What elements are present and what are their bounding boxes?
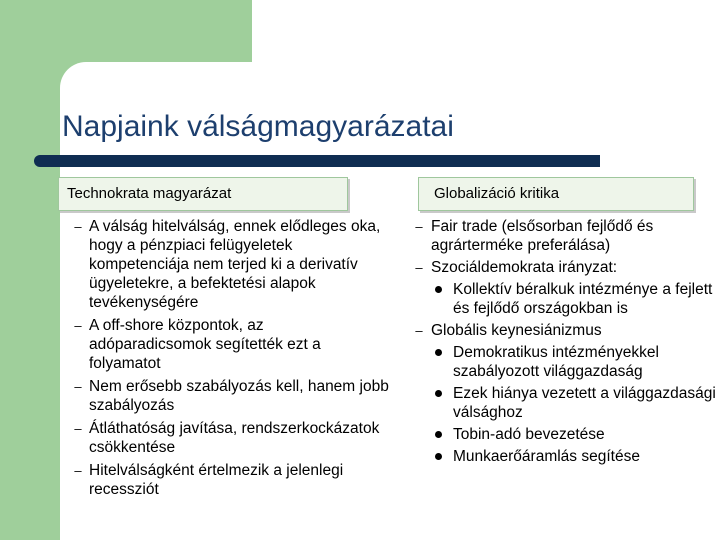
dash-bullet-icon: – (415, 219, 423, 234)
list-item (413, 321, 717, 340)
dot-bullet-icon (435, 431, 442, 438)
list-item (413, 217, 717, 255)
dash-bullet-icon: – (74, 463, 82, 478)
dash-bullet-icon: – (74, 318, 82, 333)
list-item-text: Munkaerőáramlás segítése (453, 448, 640, 465)
sub-list-item (413, 447, 717, 466)
list-item (72, 461, 390, 499)
list-item (72, 419, 390, 457)
list-item-text: Nem erősebb szabályozás kell, hanem jobb szabályozás (89, 378, 389, 414)
dash-bullet-icon: – (74, 379, 82, 394)
list-item (72, 316, 390, 373)
list-item-text: Hitelválságként értelmezik a jelenlegi recessziót (89, 462, 344, 498)
dot-bullet-icon (435, 349, 442, 356)
dot-bullet-icon (435, 453, 442, 460)
technokrata-list (72, 217, 390, 503)
list-item (413, 258, 717, 277)
list-item-text: Globális keynesiánizmus (431, 322, 602, 339)
dash-bullet-icon: – (74, 219, 82, 234)
title-divider (60, 155, 600, 167)
sub-list-item (413, 384, 717, 422)
sub-list-item (413, 280, 717, 318)
list-item (72, 377, 390, 415)
dash-bullet-icon: – (415, 260, 423, 275)
list-item-text: Kollektív béralkuk intézménye a fejlett és fejlődő országokban is (453, 281, 713, 317)
globalizacio-header: Globalizáció kritika (418, 177, 694, 211)
sub-list-item (413, 343, 717, 381)
list-item-text: Ezek hiánya vezetett a világgazdasági válsághoz (453, 385, 716, 421)
list-item-text: A off-shore központok, az adóparadicsomok segítették ezt a folyamatot (89, 317, 321, 372)
list-item-text: Átláthatóság javítása, rendszerkockázatok csökkentése (89, 420, 380, 456)
list-item-text: A válság hitelválság, ennek elődleges oka, hogy a pénzpiaci felügyeletek kompetenciája nem terjed ki a derivatív ügyeletekre, a befektetési alapok tevékenységére (89, 218, 381, 311)
list-item-text: Fair trade (elsősorban fejlődő és agrárterméke preferálása) (431, 218, 654, 254)
dash-bullet-icon: – (74, 421, 82, 436)
technokrata-header: Technokrata magyarázat (58, 177, 348, 211)
globalizacio-list (413, 217, 717, 469)
dot-bullet-icon (435, 286, 442, 293)
dash-bullet-icon: – (415, 323, 423, 338)
list-item (72, 217, 390, 312)
list-item-text: Szociáldemokrata irányzat: (431, 259, 618, 276)
list-item-text: Tobin-adó bevezetése (453, 426, 605, 443)
dot-bullet-icon (435, 390, 442, 397)
slide-title: Napjaink válságmagyarázatai (62, 110, 454, 143)
sub-list-item (413, 425, 717, 444)
list-item-text: Demokratikus intézményekkel szabályozott világgazdaság (453, 344, 659, 380)
